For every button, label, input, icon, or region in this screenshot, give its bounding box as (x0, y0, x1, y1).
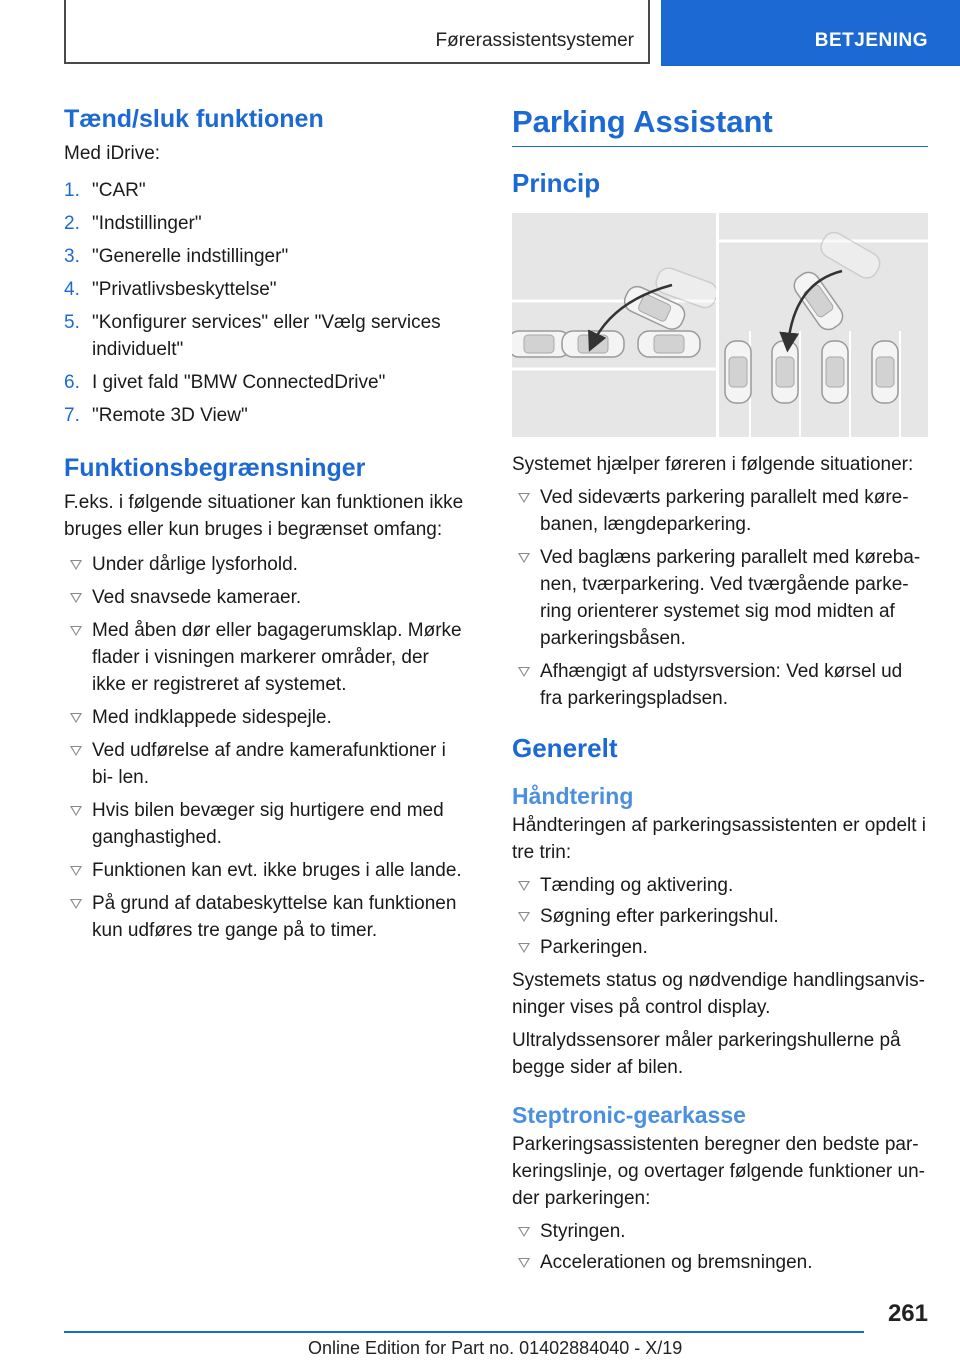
heading-steptronic: Steptronic-gearkasse (512, 1102, 746, 1128)
list-item-text: Søgning efter parkeringshul. (540, 906, 779, 927)
parked-car-icon (638, 331, 700, 357)
list-item (64, 857, 464, 884)
list-item (64, 704, 464, 731)
list-item-text: Under dårlige lysforhold. (92, 554, 298, 575)
list-item-text: På grund af databeskyttelse kan funktionen kun udføres tre gange på to timer. (92, 893, 457, 941)
step-number: 2. (64, 213, 80, 234)
parked-car-icon (772, 341, 798, 403)
handling-list (512, 872, 928, 961)
step-number: 4. (64, 279, 80, 300)
handling-status-text: Systemets status og nødvendige handlingsanvis- ninger vises på control display. (512, 970, 925, 1018)
triangle-bullet-icon (518, 493, 530, 503)
heading-principle: Princip (512, 168, 601, 198)
list-item (64, 243, 464, 270)
list-item-text: Hvis bilen bevæger sig hurtigere end med ganghastighed. (92, 800, 444, 848)
list-item-text: Med indklappede sidespejle. (92, 707, 332, 728)
step-number: 5. (64, 312, 80, 333)
step-text: "Indstillinger" (92, 213, 202, 234)
list-item-text: Med åben dør eller bagagerumsklap. Mørke flader i visningen markerer områder, der ikke er registreret af systemet. (92, 620, 462, 695)
heading-handling: Håndtering (512, 783, 634, 809)
list-item (64, 369, 464, 396)
limitations-intro: F.eks. i følgende situationer kan funktionen ikke bruges eller kun bruges i begrænset omfang: (64, 492, 464, 540)
step-text: "Privatlivsbeskyttelse" (92, 279, 277, 300)
steptronic-intro: Parkeringsassistenten beregner den bedste par- keringslinje, og overtager følgende funktioner un- der parkeringen: (512, 1134, 925, 1209)
list-item (64, 890, 464, 944)
list-item (512, 903, 928, 930)
step-number: 7. (64, 405, 80, 426)
header-section-box (64, 0, 650, 64)
list-item (512, 1218, 928, 1245)
heading-general: Generelt (512, 733, 618, 763)
list-item-text: Parkeringen. (540, 937, 648, 958)
left-column (64, 102, 464, 944)
list-item (64, 551, 464, 578)
parked-car-icon (822, 341, 848, 403)
list-item (64, 309, 464, 363)
list-item (64, 584, 464, 611)
parked-car-icon (725, 341, 751, 403)
step-text: "CAR" (92, 180, 146, 201)
triangle-bullet-icon (518, 553, 530, 563)
list-item-text: Ved snavsede kameraer. (92, 587, 302, 608)
list-item (512, 872, 928, 899)
list-item (64, 177, 464, 204)
list-item (64, 276, 464, 303)
triangle-bullet-icon (70, 899, 82, 909)
heading-toggle-function: Tænd/sluk funktionen (64, 105, 324, 133)
triangle-bullet-icon (70, 806, 82, 816)
list-item (64, 617, 464, 698)
steps-list (64, 177, 464, 429)
step-text: "Remote 3D View" (92, 405, 248, 426)
triangle-bullet-icon (70, 626, 82, 636)
triangle-bullet-icon (518, 943, 530, 953)
list-item (512, 1249, 928, 1276)
step-number: 3. (64, 246, 80, 267)
header-chapter-tab (661, 0, 960, 66)
step-text: I givet fald "BMW ConnectedDrive" (92, 372, 386, 393)
footer-edition: Online Edition for Part no. 01402884040 - X/19 (308, 1338, 683, 1358)
triangle-bullet-icon (518, 1227, 530, 1237)
list-item (512, 934, 928, 961)
triangle-bullet-icon (518, 881, 530, 891)
list-item-text: Afhængigt af udstyrsversion: Ved kørsel ud fra parkeringspladsen. (540, 661, 903, 709)
illustration-background (512, 213, 928, 437)
step-text: "Konfigurer services" eller "Vælg services individuelt" (92, 312, 441, 360)
triangle-bullet-icon (518, 912, 530, 922)
triangle-bullet-icon (70, 593, 82, 603)
list-item-text: Styringen. (540, 1221, 626, 1242)
triangle-bullet-icon (70, 746, 82, 756)
list-item-text: Tænding og aktivering. (540, 875, 734, 896)
intro-idrive: Med iDrive: (64, 143, 161, 164)
parking-illustration (512, 213, 928, 437)
list-item-text: Funktionen kan evt. ikke bruges i alle lande. (92, 860, 462, 881)
list-item-text: Ved sideværts parkering parallelt med køre- banen, længdeparkering. (540, 487, 909, 535)
list-item-text: Ved udførelse af andre kamerafunktioner i bi- len. (92, 740, 446, 788)
parked-car-icon (872, 341, 898, 403)
principle-list (512, 484, 928, 712)
page-number: 261 (887, 1300, 928, 1327)
footer-divider (64, 1331, 864, 1333)
list-item (512, 544, 928, 652)
triangle-bullet-icon (518, 667, 530, 677)
principle-intro: Systemet hjælper føreren i følgende situationer: (512, 454, 914, 475)
list-item (512, 484, 928, 538)
list-item (64, 210, 464, 237)
handling-intro: Håndteringen af parkeringsassistenten er opdelt i tre trin: (512, 815, 927, 863)
list-item-text: Accelerationen og bremsningen. (540, 1252, 813, 1273)
step-number: 1. (64, 180, 80, 201)
right-column (512, 102, 928, 1276)
step-text: "Generelle indstillinger" (92, 246, 289, 267)
list-item (64, 402, 464, 429)
list-item (512, 658, 928, 712)
list-item (64, 737, 464, 791)
limitations-list (64, 551, 464, 944)
step-number: 6. (64, 372, 80, 393)
triangle-bullet-icon (518, 1258, 530, 1268)
triangle-bullet-icon (70, 866, 82, 876)
list-item-text: Ved baglæns parkering parallelt med køreba- nen, tværparkering. Ved tværgående parke- ring orienterer systemet sig mod midten af parkeringsbåsen. (540, 547, 921, 649)
header-section-title: Førerassistentsystemer (435, 30, 634, 51)
header-chapter-title: BETJENING (814, 30, 928, 51)
heading-limitations: Funktionsbegrænsninger (64, 454, 366, 482)
steptronic-list (512, 1218, 928, 1276)
handling-sensor-text: Ultralydssensorer måler parkeringshullerne på begge sider af bilen. (512, 1030, 901, 1078)
triangle-bullet-icon (70, 560, 82, 570)
heading-parking-assistant: Parking Assistant (512, 102, 928, 147)
list-item (64, 797, 464, 851)
triangle-bullet-icon (70, 713, 82, 723)
